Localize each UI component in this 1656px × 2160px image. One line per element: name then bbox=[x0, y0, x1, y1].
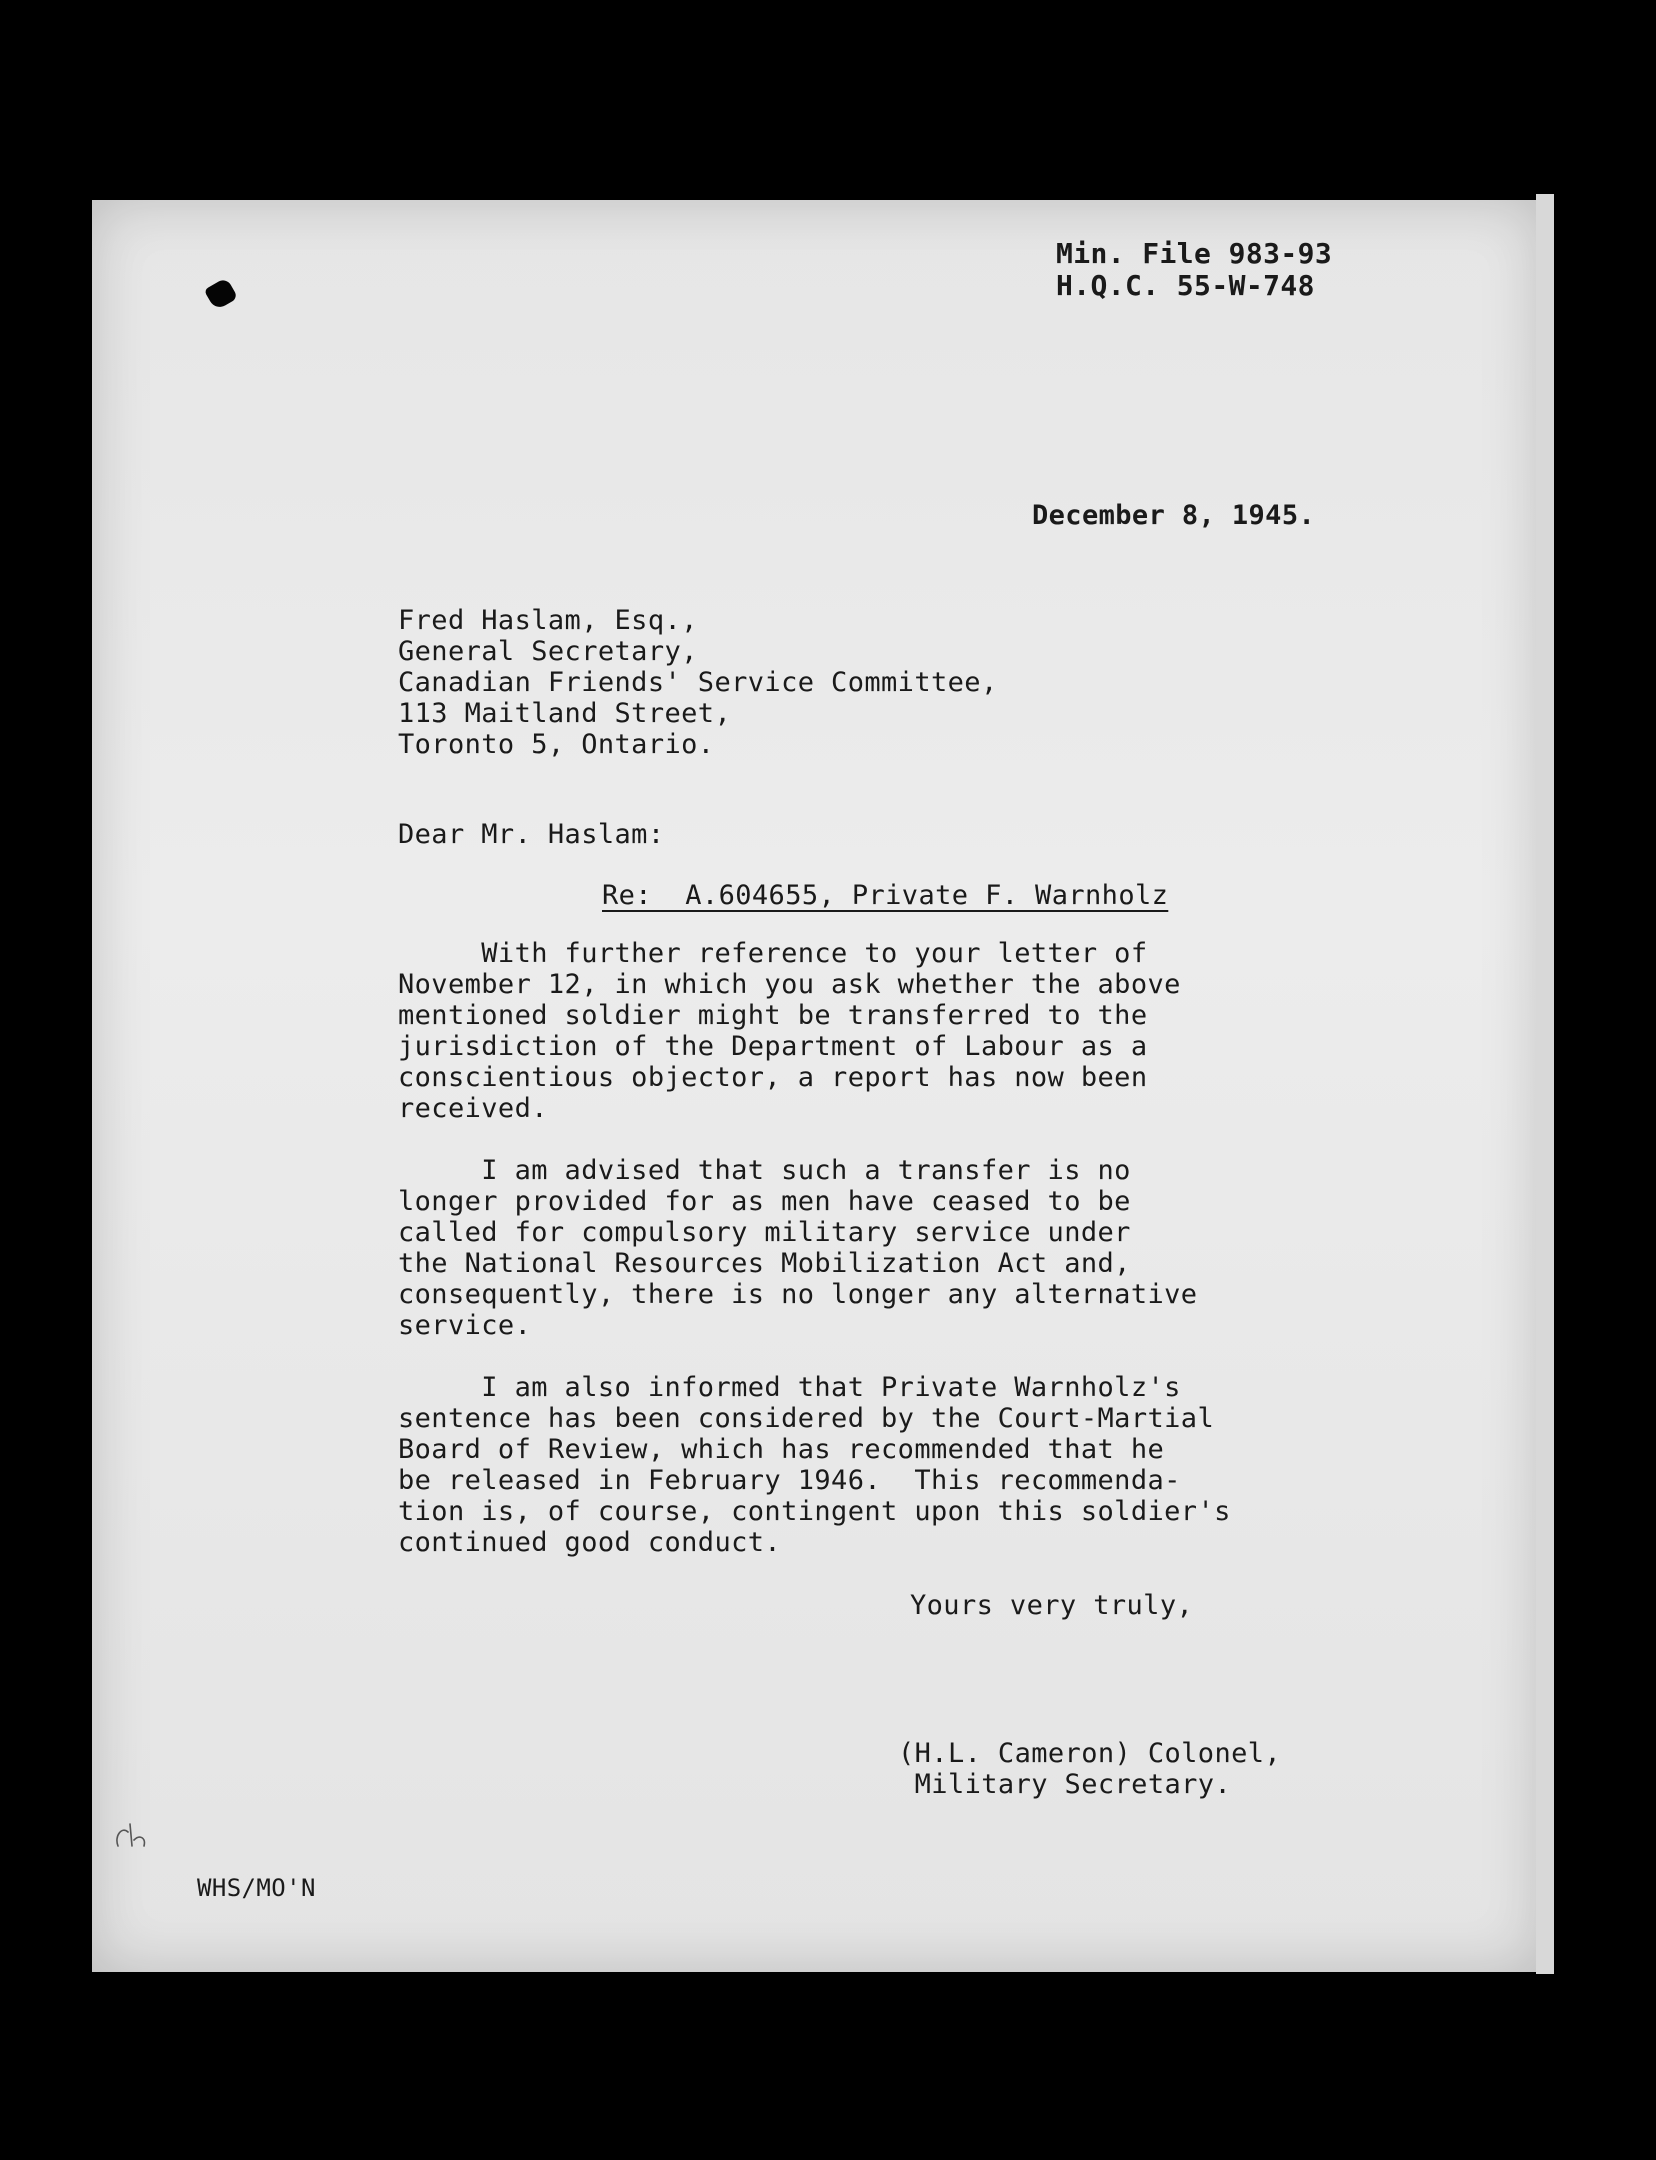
body-line: jurisdiction of the Department of Labour as a bbox=[398, 1031, 1148, 1062]
body-line: received. bbox=[398, 1093, 548, 1124]
body-line: the National Resources Mobilization Act and, bbox=[398, 1248, 1131, 1279]
punch-hole-mark bbox=[204, 277, 239, 311]
typist-initials: WHS/MO'N bbox=[197, 1874, 316, 1902]
handwritten-mark-icon bbox=[110, 1816, 170, 1856]
body-line: service. bbox=[398, 1310, 532, 1341]
address-line: 113 Maitland Street, bbox=[398, 698, 732, 729]
address-line: Canadian Friends' Service Committee, bbox=[398, 667, 998, 698]
body-line: With further reference to your letter of bbox=[398, 938, 1148, 969]
subject-line: Re: A.604655, Private F. Warnholz bbox=[602, 880, 1169, 911]
body-line: I am also informed that Private Warnholz's bbox=[398, 1372, 1181, 1403]
body-line: be released in February 1946. This recommenda- bbox=[398, 1465, 1181, 1496]
letter-date: December 8, 1945. bbox=[1032, 500, 1316, 531]
body-line: longer provided for as men have ceased to be bbox=[398, 1186, 1131, 1217]
body-line: conscientious objector, a report has now been bbox=[398, 1062, 1148, 1093]
closing: Yours very truly, bbox=[910, 1590, 1194, 1621]
signature-line: Military Secretary. bbox=[898, 1769, 1232, 1800]
body-line: consequently, there is no longer any alternative bbox=[398, 1279, 1198, 1310]
file-reference-line: Min. File 983-93 bbox=[1056, 237, 1333, 270]
file-reference-line: H.Q.C. 55-W-748 bbox=[1056, 269, 1315, 302]
body-line: I am advised that such a transfer is no bbox=[398, 1155, 1131, 1186]
body-paragraph-1 bbox=[398, 938, 1181, 1124]
file-reference bbox=[1056, 238, 1332, 302]
body-line: Board of Review, which has recommended that he bbox=[398, 1434, 1165, 1465]
body-line: called for compulsory military service under bbox=[398, 1217, 1131, 1248]
address-line: General Secretary, bbox=[398, 636, 698, 667]
body-paragraph-3 bbox=[398, 1372, 1231, 1558]
body-line: sentence has been considered by the Court-Martial bbox=[398, 1403, 1215, 1434]
body-line: November 12, in which you ask whether the above bbox=[398, 969, 1181, 1000]
body-line: mentioned soldier might be transferred to the bbox=[398, 1000, 1148, 1031]
address-line: Fred Haslam, Esq., bbox=[398, 605, 698, 636]
sheet-edge bbox=[1536, 194, 1554, 1974]
letter-sheet bbox=[92, 200, 1540, 1972]
body-line: tion is, of course, contingent upon this soldier's bbox=[398, 1496, 1231, 1527]
body-paragraph-2 bbox=[398, 1155, 1197, 1341]
signature-block bbox=[898, 1738, 1281, 1800]
signature-line: (H.L. Cameron) Colonel, bbox=[898, 1738, 1282, 1769]
recipient-address bbox=[398, 605, 998, 760]
salutation: Dear Mr. Haslam: bbox=[398, 819, 665, 850]
address-line: Toronto 5, Ontario. bbox=[398, 729, 715, 760]
body-line: continued good conduct. bbox=[398, 1527, 782, 1558]
